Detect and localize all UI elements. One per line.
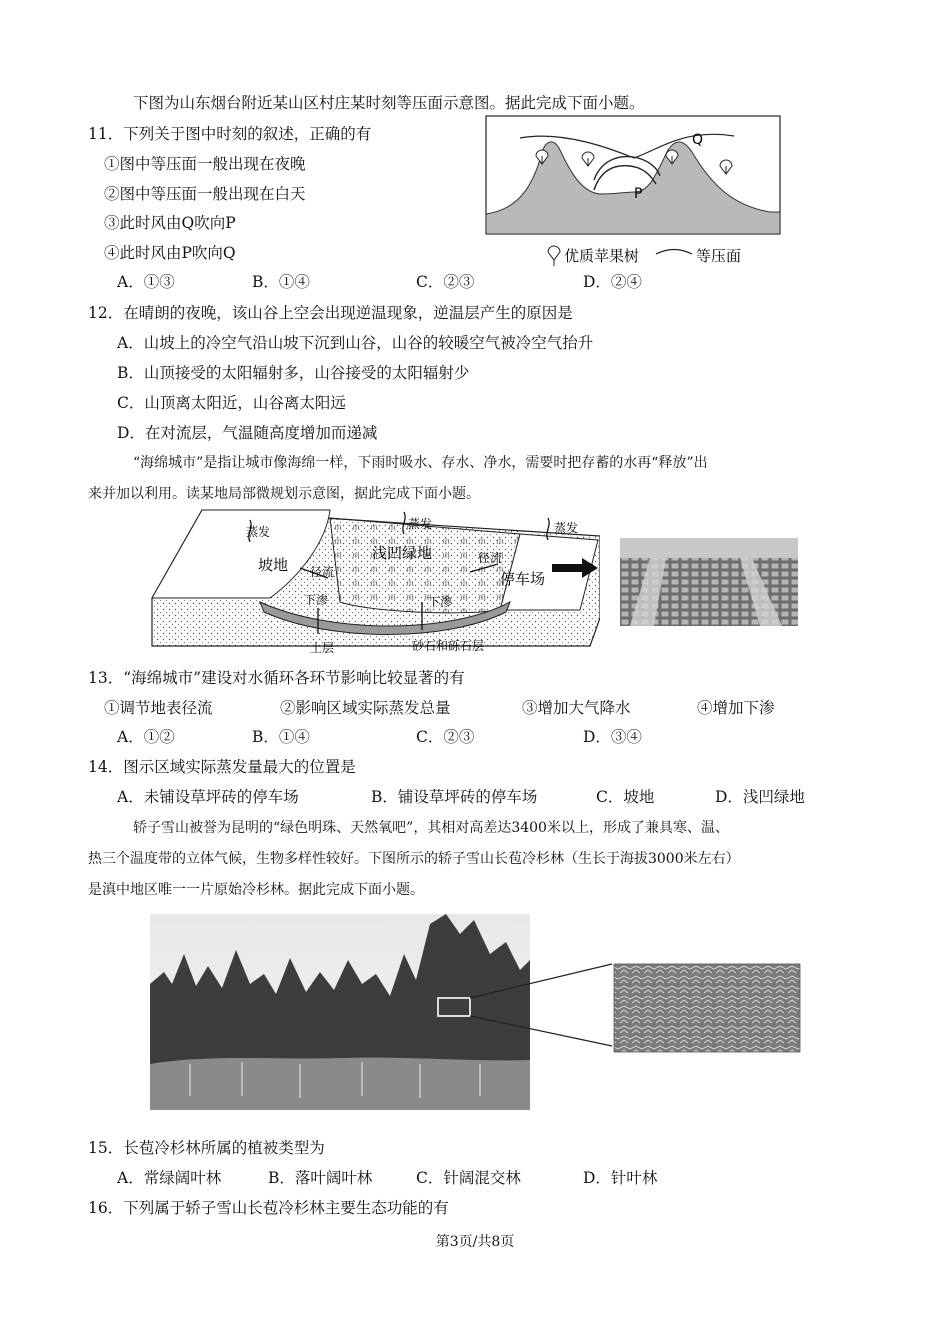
q15-choice-c: C．针阔混交林 (416, 1169, 521, 1187)
q16-stem: 16．下列属于轿子雪山长苞冷杉林主要生态功能的有 (88, 1199, 449, 1217)
q14-stem: 14．图示区域实际蒸发量最大的位置是 (88, 758, 356, 776)
q14-choice-b: B．铺设草坪砖的停车场 (371, 788, 538, 806)
label-evap-1: 蒸发 (246, 525, 271, 539)
label-runoff-1: 径流 (310, 565, 335, 579)
q11-item-3: ③此时风由Q吹向P (104, 214, 236, 232)
intro-paragraph-2-line-2: 来并加以利用。读某地局部微规划示意图，据此完成下面小题。 (88, 486, 480, 502)
q12-choice-b: B．山顶接受的太阳辐射多，山谷接受的太阳辐射少 (117, 364, 470, 382)
q12-stem: 12．在晴朗的夜晚，该山谷上空会出现逆温现象，逆温层产生的原因是 (88, 304, 573, 322)
q13-item-2: ②影响区域实际蒸发总量 (280, 699, 451, 717)
q13-choice-d: D．③④ (583, 728, 642, 746)
q13-stem: 13．“海绵城市”建设对水循环各环节影响比较显著的有 (88, 669, 465, 687)
intro-paragraph-2-line-1: “海绵城市”是指让城市像海绵一样，下雨时吸水、存水、净水，需要时把存蓄的水再“释放”出 (133, 455, 708, 471)
label-parking: 停车场 (500, 570, 546, 588)
sponge-city-diagram (150, 506, 600, 658)
q12-choice-d: D．在对流层，气温随高度增加而递减 (117, 424, 378, 442)
label-infil-1: 下渗 (304, 593, 329, 607)
fir-forest-figure (150, 914, 802, 1110)
page-footer: 第3页/共8页 (435, 1234, 515, 1250)
label-runoff-2: 径流 (478, 551, 503, 565)
sponge-city-figure (150, 506, 600, 658)
q13-choice-c: C．②③ (416, 728, 475, 746)
q12-choice-a: A．山坡上的冷空气沿山坡下沉到山谷，山谷的较暖空气被冷空气抬升 (117, 334, 594, 352)
legend-line-label: 等压面 (696, 247, 742, 265)
intro-paragraph-3-line-1: 轿子雪山被誉为昆明的“绿色明珠、天然氧吧”，其相对高差达3400米以上，形成了兼具寒、温、 (133, 820, 729, 836)
q15-choice-d: D．针叶林 (583, 1169, 658, 1187)
isobar-diagram (484, 114, 782, 272)
fir-forest-images (150, 914, 802, 1110)
q11-item-2: ②图中等压面一般出现在白天 (104, 185, 306, 203)
q14-choice-c: C．坡地 (596, 788, 655, 806)
label-green: 浅凹绿地 (372, 544, 433, 562)
legend-tree-icon (548, 246, 560, 266)
q14-choice-d: D．浅凹绿地 (715, 788, 805, 806)
label-infil-2: 下渗 (428, 595, 453, 609)
q11-choice-d: D．②④ (583, 273, 642, 291)
legend-tree-label: 优质苹果树 (564, 247, 640, 265)
intro-paragraph-1: 下图为山东烟台附近某山区村庄某时刻等压面示意图。据此完成下面小题。 (133, 94, 645, 112)
legend (548, 246, 741, 266)
q11-item-1: ①图中等压面一般出现在夜晚 (104, 155, 306, 173)
label-evap-2: 蒸发 (408, 517, 433, 531)
q12-choice-c: C．山顶离太阳近，山谷离太阳远 (117, 394, 346, 412)
q13-item-4: ④增加下渗 (697, 699, 775, 717)
label-p: P (634, 186, 643, 202)
q11-item-4: ④此时风由P吹向Q (104, 244, 236, 262)
q15-stem: 15．长苞冷杉林所属的植被类型为 (88, 1139, 325, 1157)
q13-choice-b: B．①④ (252, 728, 310, 746)
q11-stem: 11．下列关于图中时刻的叙述，正确的有 (88, 125, 372, 143)
q15-choice-b: B．落叶阔叶林 (268, 1169, 373, 1187)
label-slope: 坡地 (258, 556, 289, 574)
q11-choice-c: C．②③ (416, 273, 475, 291)
grass-paver-image (620, 538, 798, 626)
label-q: Q (692, 132, 704, 148)
q11-choice-a: A．①③ (117, 273, 175, 291)
label-soil: 土层 (310, 641, 335, 655)
q11-choice-b: B．①④ (252, 273, 310, 291)
label-gravel: 砂石和砾石层 (412, 639, 485, 653)
label-evap-3: 蒸发 (554, 521, 579, 535)
q15-choice-a: A．常绿阔叶林 (117, 1169, 222, 1187)
needle-closeup-photo (614, 964, 800, 1052)
forest-photo (150, 914, 530, 1110)
q13-item-3: ③增加大气降水 (522, 699, 631, 717)
intro-paragraph-3-line-2: 热三个温度带的立体气候，生物多样性较好。下图所示的轿子雪山长苞冷杉林（生长于海拔3000米左右） (88, 851, 740, 867)
isobar-figure (484, 114, 782, 272)
grass-paver-photo (620, 538, 798, 626)
legend-line-icon (656, 250, 692, 255)
q13-choice-a: A．①② (117, 728, 175, 746)
q14-choice-a: A．未铺设草坪砖的停车场 (117, 788, 299, 806)
intro-paragraph-3-line-3: 是滇中地区唯一一片原始冷杉林。据此完成下面小题。 (88, 882, 424, 898)
q13-item-1: ①调节地表径流 (104, 699, 213, 717)
